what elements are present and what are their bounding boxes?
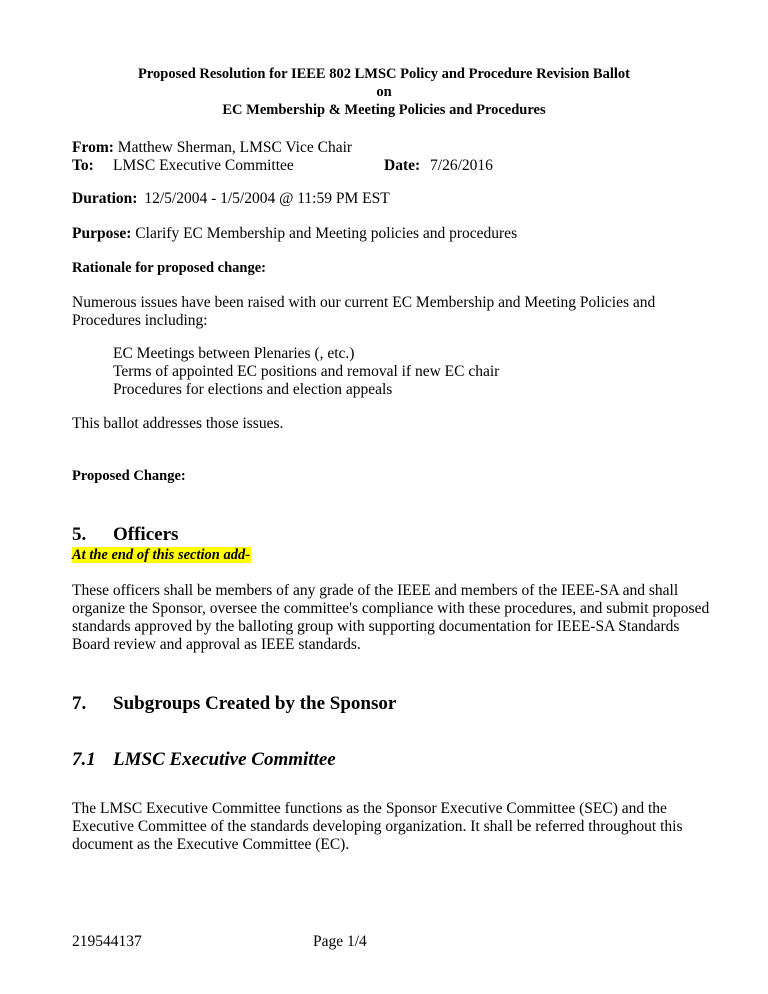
section-7-number: 7. [72, 693, 87, 714]
rationale-issue: Procedures for elections and election appeals [113, 381, 393, 398]
section-7-1-title: LMSC Executive Committee [113, 749, 336, 770]
document-title-line-1: Proposed Resolution for IEEE 802 LMSC Policy and Procedure Revision Ballot [138, 66, 630, 82]
rationale-issue: EC Meetings between Plenaries (, etc.) [113, 345, 355, 362]
duration-label: Duration: [72, 190, 138, 207]
purpose-value: Clarify EC Membership and Meeting policies and procedures [135, 225, 518, 242]
section-5-title: Officers [113, 524, 179, 545]
rationale-issue: Terms of appointed EC positions and removal if new EC chair [113, 363, 500, 380]
duration-value: 12/5/2004 - 1/5/2004 @ 11:59 PM EST [144, 190, 390, 207]
section-7-1-number: 7.1 [72, 749, 96, 770]
rationale-heading: Rationale for proposed change: [72, 260, 267, 276]
to-value: LMSC Executive Committee [113, 157, 294, 174]
from-line [72, 139, 352, 157]
proposed-change-heading: Proposed Change: [72, 468, 186, 484]
document-title-line-2: on [376, 84, 392, 100]
duration-line [72, 190, 390, 208]
purpose-label: Purpose: [72, 225, 132, 242]
rationale-intro: Numerous issues have been raised with our current EC Membership and Meeting Policies and Procedures including: [72, 294, 656, 329]
section-7-title: Subgroups Created by the Sponsor [113, 693, 397, 714]
from-label: From: [72, 139, 114, 156]
footer-page-number: Page 1/4 [313, 933, 367, 950]
rationale-closing: This ballot addresses those issues. [72, 415, 284, 432]
date-line [384, 157, 493, 175]
highlighted-instruction: At the end of this section add- [72, 547, 251, 563]
section-5-number: 5. [72, 524, 87, 545]
date-label: Date: [384, 157, 421, 174]
section-5-body: These officers shall be members of any grade of the IEEE and members of the IEEE-SA and shall organize the Sponsor, oversee the committee's compliance with these procedures, and submit proposed standards approved by the balloting group with supporting documentation for IEEE-SA Standards Board review and approval as IEEE standards. [72, 582, 710, 653]
footer-doc-id: 219544137 [72, 933, 142, 950]
section-7-1-body: The LMSC Executive Committee functions as the Sponsor Executive Committee (SEC) and the Executive Committee of the standards developing organization. It shall be referred throughout this document as the Executive Committee (EC). [72, 800, 683, 853]
purpose-line [72, 225, 517, 243]
document-title-line-3: EC Membership & Meeting Policies and Procedures [222, 102, 546, 118]
date-value: 7/26/2016 [430, 157, 493, 174]
from-value: Matthew Sherman, LMSC Vice Chair [117, 139, 353, 156]
to-label: To: [72, 157, 94, 174]
section-5-instruction [72, 546, 251, 564]
